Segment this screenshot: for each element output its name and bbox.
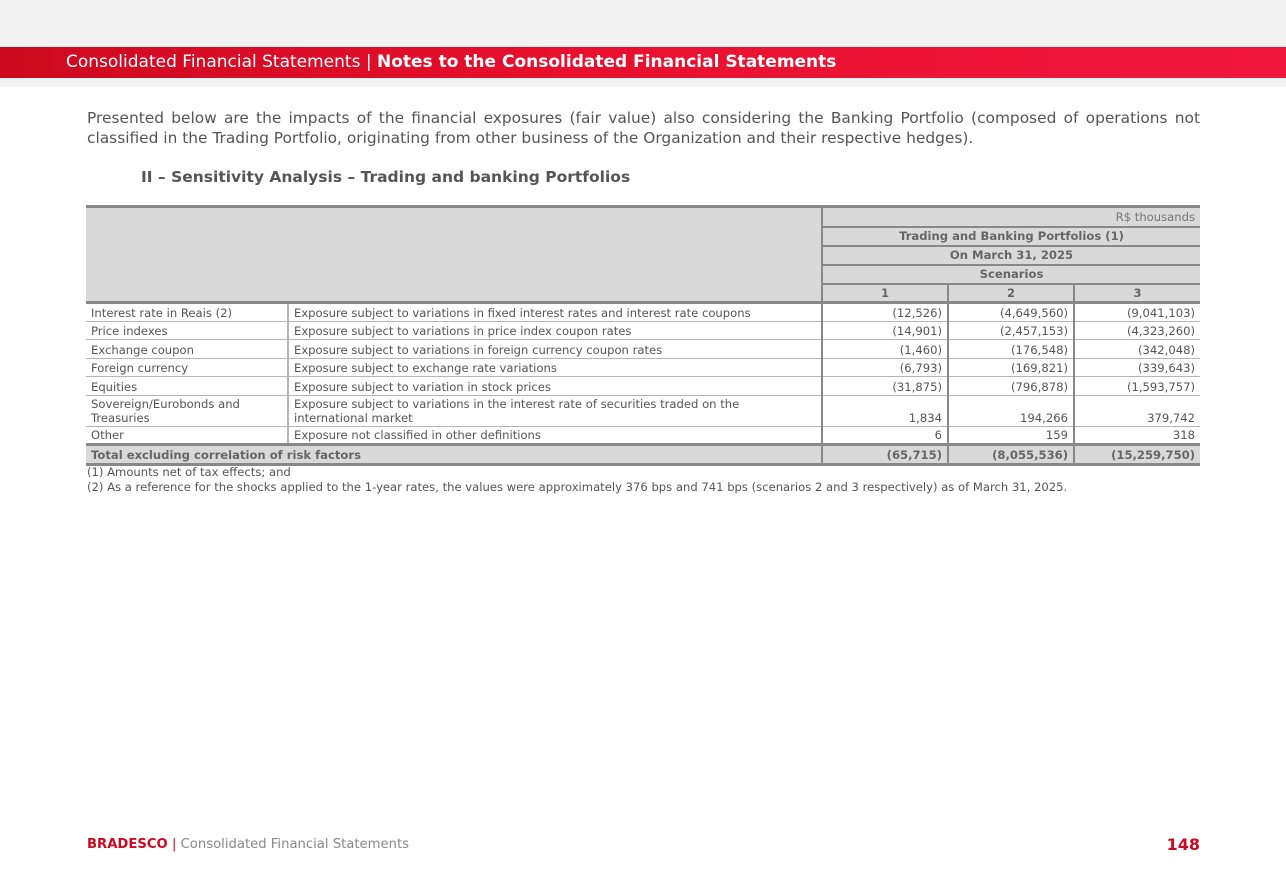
scenario-2-value: (169,821) [948,358,1074,377]
section-title: II – Sensitivity Analysis – Trading and banking Portfolios [141,168,631,186]
banner-underline [0,78,1286,87]
table-row [86,377,1200,396]
top-margin [0,0,1286,47]
exposure-description: Exposure not classified in other definitions [288,426,822,445]
total-scenario-2: (8,055,536) [948,445,1074,465]
scenario-2-value: 194,266 [948,395,1074,426]
sensitivity-table [86,205,1200,466]
exposure-description: Exposure subject to variations in price index coupon rates [288,321,822,340]
banner-separator: | [360,52,377,72]
scenario-1-value: (1,460) [822,340,948,359]
scenario-1-value: 1,834 [822,395,948,426]
scenario-1-header: 1 [822,284,948,303]
footer-separator: | [167,837,181,852]
scenario-3-value: 318 [1074,426,1200,445]
total-row [86,445,1200,465]
scenarios-header: Scenarios [822,265,1200,284]
note-1: (1) Amounts net of tax effects; and [87,465,291,479]
scenario-3-header: 3 [1074,284,1200,303]
total-scenario-3: (15,259,750) [1074,445,1200,465]
risk-factor: Foreign currency [86,358,288,377]
table-row [86,321,1200,340]
exposure-description: Exposure subject to exchange rate variations [288,358,822,377]
header-blank [86,207,822,303]
intro-paragraph: Presented below are the impacts of the financial exposures (fair value) also considering the Banking Portfolio (composed of operations not classified in the Trading Portfolio, originating from other business of the Organization and their respective hedges). [87,109,1200,147]
risk-factor: Price indexes [86,321,288,340]
scenario-3-value: (4,323,260) [1074,321,1200,340]
scenario-2-value: (796,878) [948,377,1074,396]
footer-document: Consolidated Financial Statements [180,837,409,852]
exposure-description: Exposure subject to variation in stock prices [288,377,822,396]
scenario-3-value: (339,643) [1074,358,1200,377]
total-scenario-1: (65,715) [822,445,948,465]
scenario-2-value: 159 [948,426,1074,445]
note-2: (2) As a reference for the shocks applied to the 1-year rates, the values were approximately 376 bps and 741 bps (scenarios 2 and 3 respectively) as of March 31, 2025. [87,479,1068,494]
footer [87,837,409,852]
exposure-description: Exposure subject to variations in fixed interest rates and interest rate coupons [288,303,822,322]
scenario-3-value: (1,593,757) [1074,377,1200,396]
table-row [86,340,1200,359]
risk-factor: Sovereign/Eurobonds and Treasuries [86,395,288,426]
total-label: Total excluding correlation of risk factors [86,445,822,465]
scenario-1-value: (12,526) [822,303,948,322]
header-row-unit [86,207,1200,227]
date-header: On March 31, 2025 [822,246,1200,265]
scenario-3-value: (342,048) [1074,340,1200,359]
scenario-3-value: (9,041,103) [1074,303,1200,322]
table-row [86,358,1200,377]
exposure-description: Exposure subject to variations in foreign currency coupon rates [288,340,822,359]
scenario-1-value: 6 [822,426,948,445]
banner-subsection: Notes to the Consolidated Financial Statements [376,52,837,72]
scenario-2-value: (4,649,560) [948,303,1074,322]
table-row [86,426,1200,445]
table-notes [87,465,1200,494]
banner-section: Consolidated Financial Statements [66,52,361,72]
section-banner [0,47,1286,78]
risk-factor: Other [86,426,288,445]
scenario-1-value: (14,901) [822,321,948,340]
scenario-2-value: (176,548) [948,340,1074,359]
scenario-1-value: (6,793) [822,358,948,377]
scenario-3-value: 379,742 [1074,395,1200,426]
risk-factor: Exchange coupon [86,340,288,359]
table-row [86,303,1200,322]
unit-label: R$ thousands [822,207,1200,227]
table-row [86,395,1200,426]
risk-factor: Equities [86,377,288,396]
exposure-description: Exposure subject to variations in the interest rate of securities traded on the international market [288,395,822,426]
scenario-2-header: 2 [948,284,1074,303]
risk-factor: Interest rate in Reais (2) [86,303,288,322]
scenario-2-value: (2,457,153) [948,321,1074,340]
footer-brand: BRADESCO [87,837,168,852]
scenario-1-value: (31,875) [822,377,948,396]
page-number: 148 [1166,835,1200,854]
group-header: Trading and Banking Portfolios (1) [822,227,1200,246]
